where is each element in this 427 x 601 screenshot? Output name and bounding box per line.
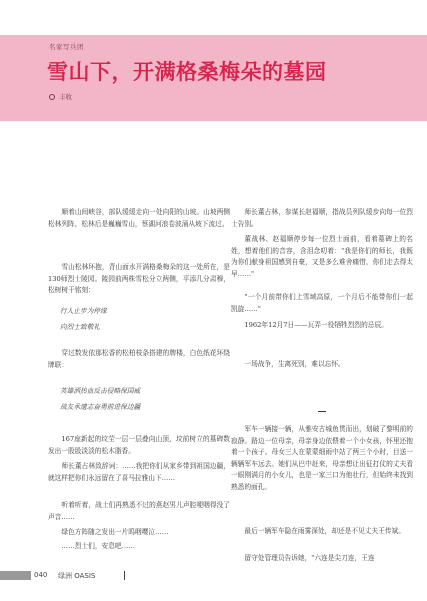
paragraph: 军车一辆接一辆，从雅安古城鱼贯而出，划破了黎明前的寂静。路边一位母亲，母亲身边依偎着一个小女孩，怀里还抱着一个孩子。母女三人在蒙蒙细雨中站了两三个小时，目送一辆辆军车远去。她们从巴中赶来，母亲想让出征打仗的丈夫看一眼刚满月的小女儿，也是一家三口为他壮行，但始终未找到熟悉的面孔。 <box>231 425 413 491</box>
paragraph: 最后一辆军车隐在雨雾深处，却还是不见丈夫王传斌。 <box>244 527 405 535</box>
footer-bar <box>0 571 31 580</box>
paragraph: 1962年12月7日——瓦弄一役牺牲烈烈的忌辰。 <box>244 321 388 329</box>
column-label: 名家写兵团 <box>49 43 84 51</box>
paragraph: 167座新起的坟茔一层一层叠向山顶，坟前树立的墓碑数发出一股股淡淡的松木脂香。 <box>48 435 230 455</box>
section-divider <box>318 411 326 412</box>
author-line <box>49 92 72 101</box>
paragraph: 董战林、赵福顺停步每一位烈士面前，看着墓碑上的名姓，想着他们的音容，含泪念叨着："我是你们的师长，我既为你们献身祖国感到自豪，又是多么难舍痛惜，你们走去得太早……" <box>231 235 413 278</box>
paragraph: ……烈士们，安息吧…… <box>61 542 135 550</box>
magazine-name: 绿洲 OASIS <box>58 572 96 580</box>
author-name: 丰收 <box>59 93 72 101</box>
page-number: 040 <box>34 571 48 579</box>
paragraph: 顺着山间峡谷，部队缓缓走向一处向阳的山坡。山坡两侧松林列阵，松林后是巍巍雪山，蔡湖河浪卷波涌从坡下流过。 <box>48 208 230 228</box>
paragraph: 绿色方阵随之发出一片呜咽嘤泣…… <box>61 528 169 536</box>
paragraph: 师长董占林，参谋长赵福顺，指战员列队缓步向每一位烈士告别。 <box>231 208 413 228</box>
paragraph: 师长董占林致辞词：……我把你们从家乡带到祖国边疆，就这样把你们永远留在了喜马拉雅山下…… <box>48 462 230 482</box>
couplet-line: 战友承遗志奋勇前进保边疆 <box>60 403 141 411</box>
inscription-line: 行人止步为停缘 <box>60 307 107 315</box>
paragraph: 穿过数发依那松香的松柏枝条搭建的牌楼，白色纸花环绕牌联： <box>48 349 230 369</box>
footer-separator <box>124 571 125 580</box>
circle-bullet-icon <box>49 94 55 100</box>
paragraph: 雪山松林环抱，背山面水开满格桑梅朵的这一处所在，是130师烈士陵园。陵园前两株雪松分立两侧，平添几分肃穆，松树树干铭刻： <box>48 263 230 294</box>
paragraph: 留守处管理员告诉她，"六连是尖刀连，王连 <box>244 554 375 562</box>
paragraph: 听着听着，战士们再熟悉不过的燕赵男儿声腔哽咽得没了声音…… <box>48 501 230 521</box>
paragraph: 一场战争，生离死别，难以忘怀。 <box>244 360 345 368</box>
paragraph: "一个月前带你们上雪域高原，一个月后不能带你们一起凯旋……" <box>231 293 413 313</box>
inscription-line: 向烈士致敬礼 <box>60 323 101 331</box>
article-title: 雪山下，开满格桑梅朵的墓园 <box>47 60 327 84</box>
couplet-line: 英雄洒热血反击侵略保国威 <box>60 387 141 395</box>
